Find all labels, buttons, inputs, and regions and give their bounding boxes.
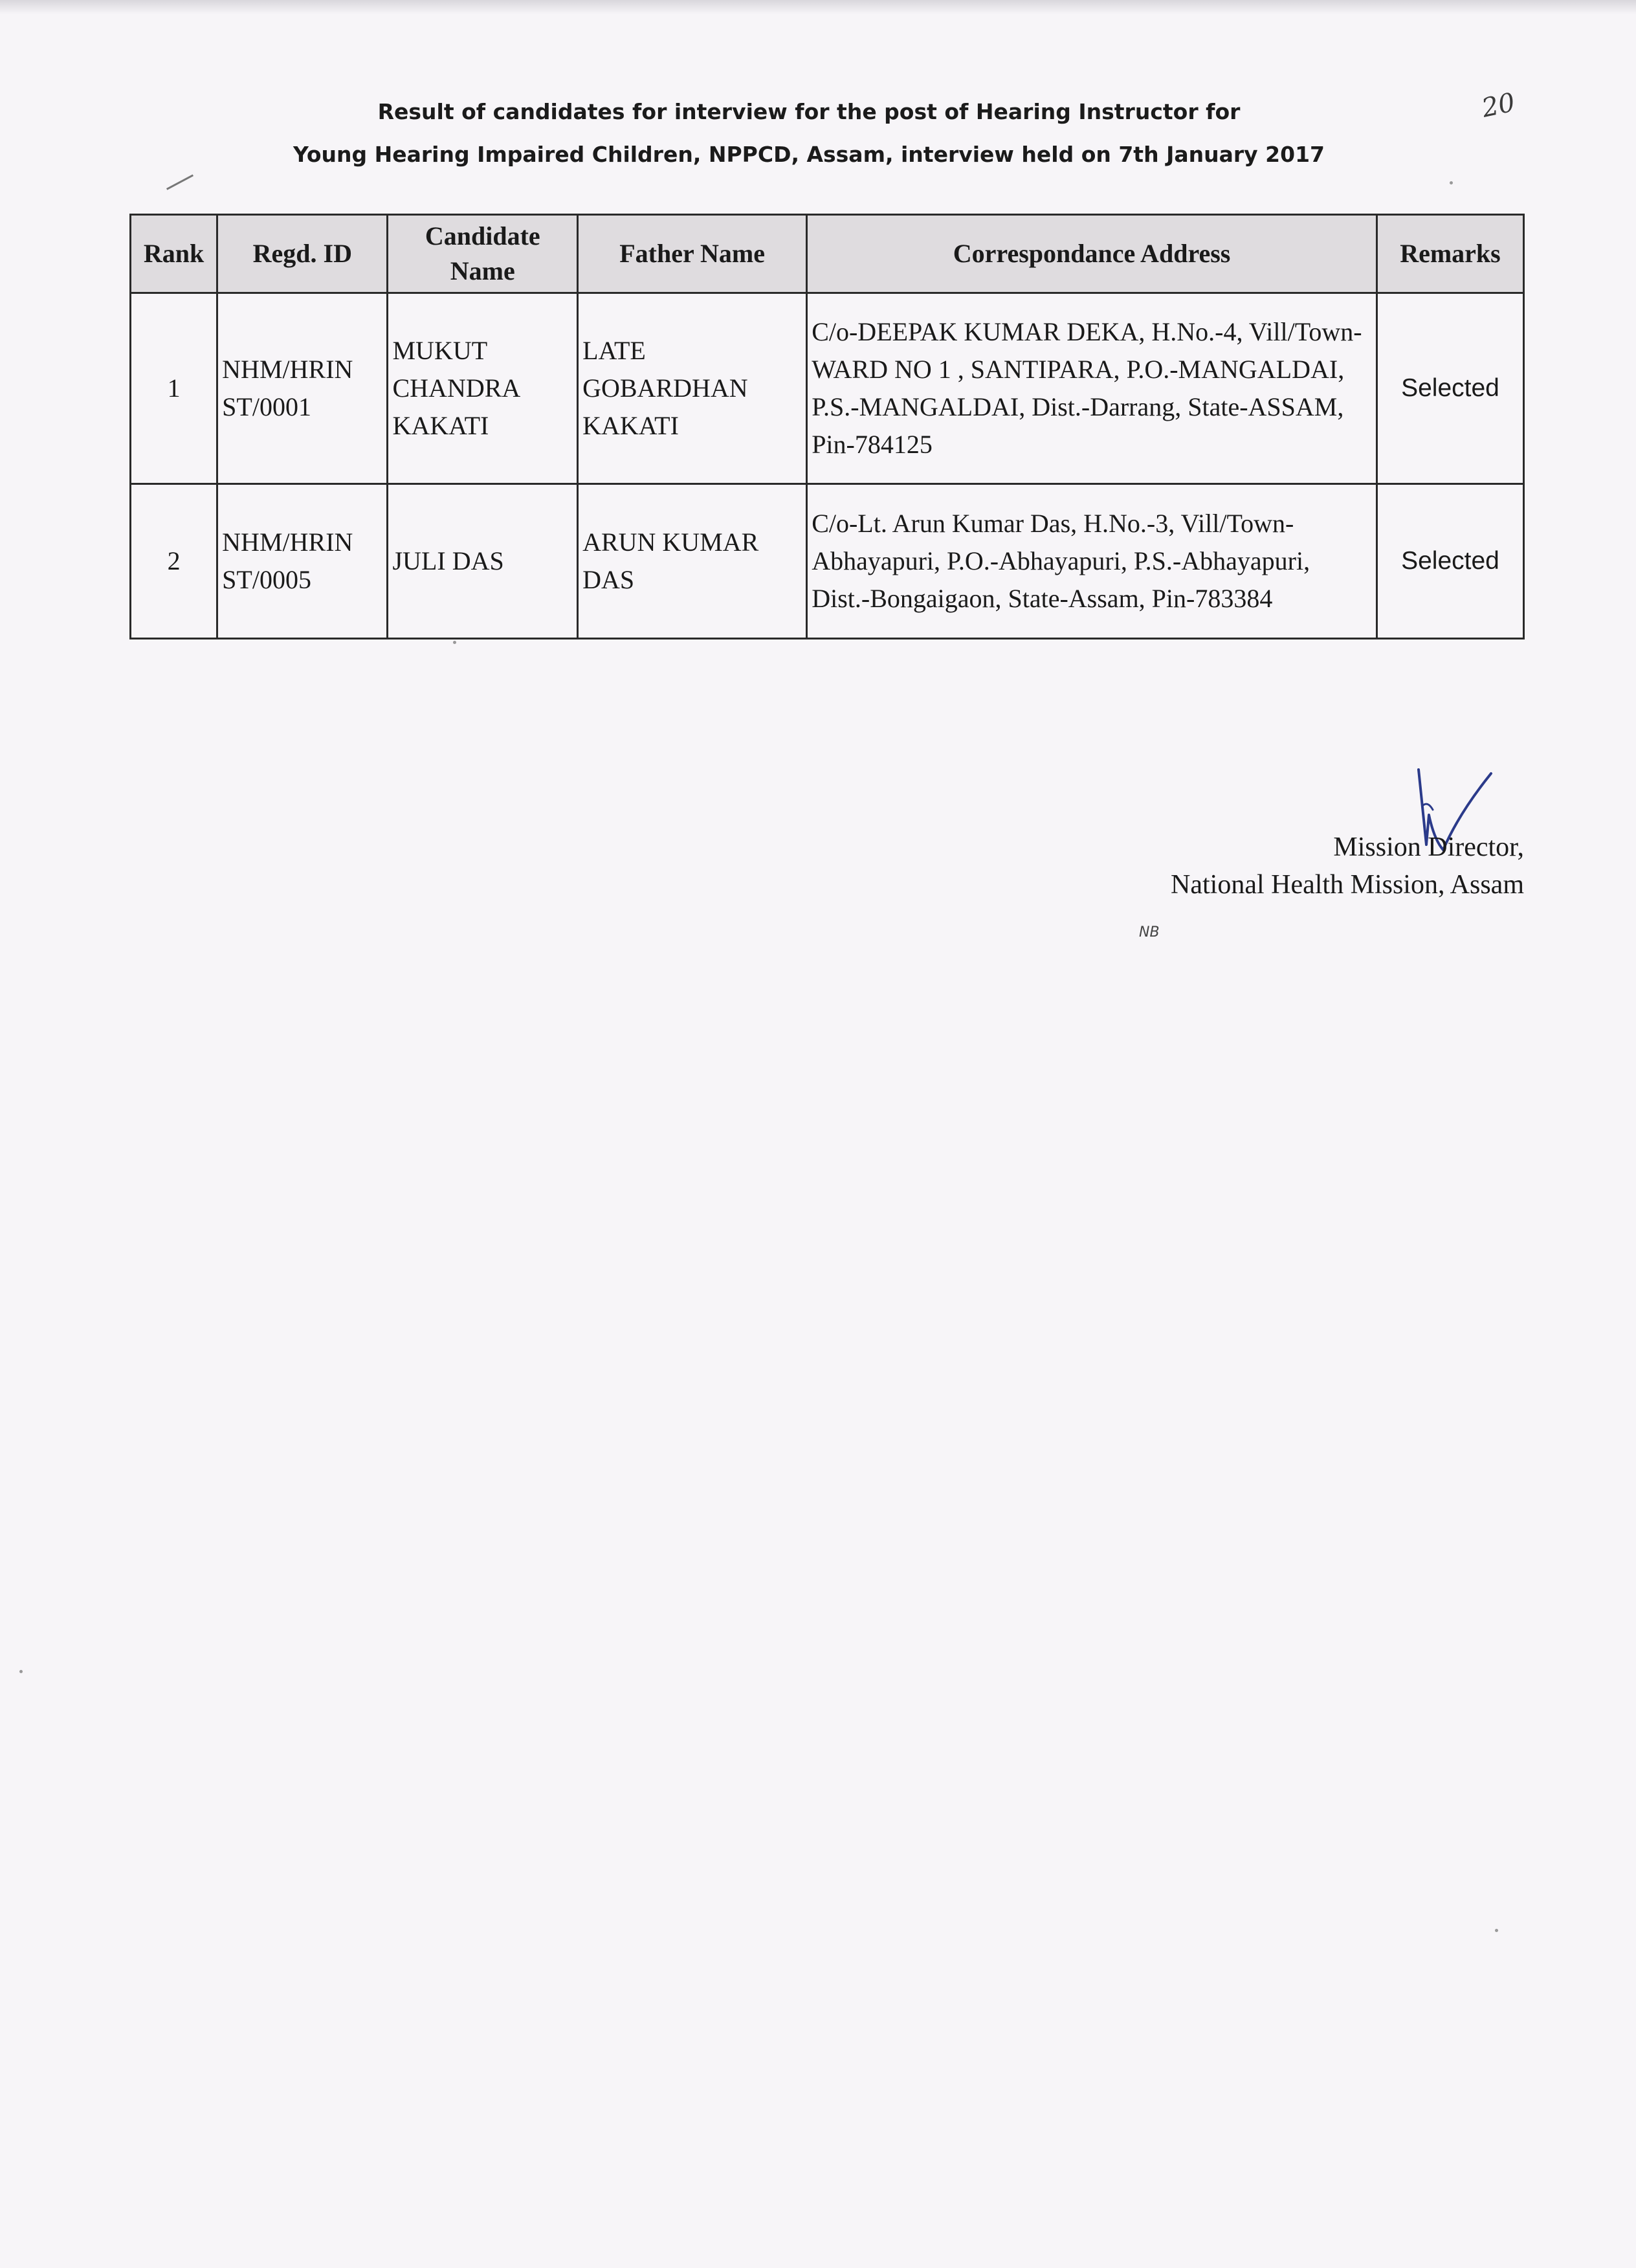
header-regd-id: Regd. ID [217, 215, 388, 293]
cell-address: C/o-Lt. Arun Kumar Das, H.No.-3, Vill/Town-Abhayapuri, P.O.-Abhayapuri, P.S.-Abhayapuri, Dist.-Bongaigaon, State-Assam, Pin-783384 [807, 484, 1377, 639]
cell-regd-id: NHM/HRIN ST/0005 [217, 484, 388, 639]
scan-speck [19, 1670, 23, 1673]
header-remarks: Remarks [1376, 215, 1523, 293]
cell-regd-id: NHM/HRIN ST/0001 [217, 293, 388, 484]
table-row [131, 484, 1524, 639]
document-title [194, 91, 1424, 176]
title-line-1: Result of candidates for interview for the post of Hearing Instructor for [377, 99, 1241, 124]
cell-address: C/o-DEEPAK KUMAR DEKA, H.No.-4, Vill/Town-WARD NO 1 , SANTIPARA, P.O.-MANGALDAI, P.S.-MANGALDAI, Dist.-Darrang, State-ASSAM, Pin-784125 [807, 293, 1377, 484]
table-row [131, 293, 1524, 484]
scan-edge [0, 0, 1636, 14]
signatory-block [1100, 828, 1524, 904]
cell-remarks: Selected [1376, 293, 1523, 484]
cell-father-name: ARUN KUMAR DAS [578, 484, 807, 639]
table-header-row [131, 215, 1524, 293]
scan-speck [453, 641, 456, 644]
header-rank: Rank [131, 215, 217, 293]
header-candidate-name: Candidate Name [388, 215, 578, 293]
cell-rank: 2 [131, 484, 217, 639]
signatory-designation: Mission Director, [1333, 832, 1524, 862]
cell-remarks: Selected [1376, 484, 1523, 639]
cell-father-name: LATE GOBARDHAN KAKATI [578, 293, 807, 484]
cell-candidate-name: MUKUT CHANDRA KAKATI [388, 293, 578, 484]
handwritten-initials: NB [1139, 924, 1160, 940]
title-line-2: Young Hearing Impaired Children, NPPCD, Assam, interview held on 7th January 2017 [293, 142, 1325, 167]
cell-candidate-name: JULI DAS [388, 484, 578, 639]
signatory-organisation: National Health Mission, Assam [1171, 870, 1524, 900]
scan-speck [1495, 1929, 1498, 1932]
pen-tick-mark [166, 174, 193, 190]
results-table [129, 214, 1525, 639]
header-father-name: Father Name [578, 215, 807, 293]
scan-speck [1450, 181, 1453, 184]
header-address: Correspondance Address [807, 215, 1377, 293]
cell-rank: 1 [131, 293, 217, 484]
handwritten-page-mark: 20 [1479, 87, 1518, 124]
